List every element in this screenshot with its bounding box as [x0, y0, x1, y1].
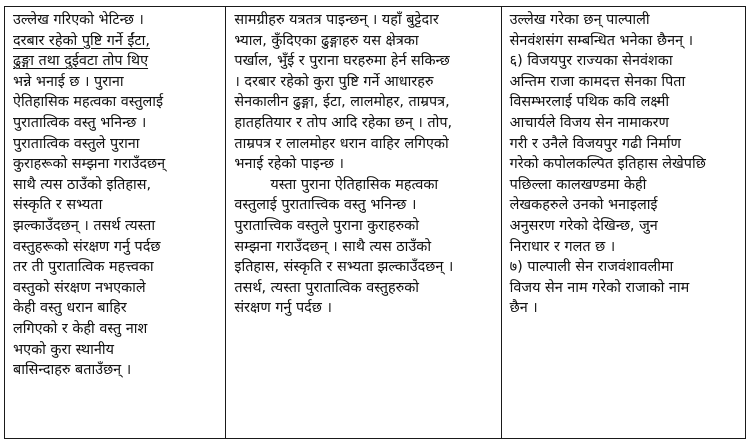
text-line: संस्कृति र सभ्यता — [13, 197, 103, 214]
text-line: विजय सेन नाम गरेको राजाको नाम — [509, 279, 690, 296]
text-line: गरेको कपोलकल्पित इतिहास लेखेपछि — [509, 156, 706, 173]
text-line: पुरातात्विक वस्तु भनिन्छ । — [13, 114, 147, 131]
text-line: छैन । — [509, 300, 538, 317]
text-line: गरी र उनैले विजयपुर गढी निर्माण — [509, 135, 681, 152]
text-line: केही वस्तु धरान बाहिर — [13, 300, 127, 317]
text-column-2 — [226, 7, 501, 438]
text-line: लेखकहरुले उनको भनाइलाई — [509, 197, 658, 214]
text-line: उल्लेख गरेका छन् पाल्पाली — [509, 12, 650, 28]
text-line: ६) विजयपुर राज्यका सेनवंशका — [509, 53, 673, 70]
text-line: यस्ता पुराना ऐतिहासिक महत्वका — [270, 176, 439, 193]
text-column-1 — [5, 7, 226, 438]
text-line: हातहतियार र तोप आदि रहेका छन् । तोप, — [234, 114, 453, 131]
text-line: वस्तुलाई पुरातात्त्विक वस्तु भनिन्छ । — [234, 197, 417, 214]
text-line: भएको कुरा स्थानीय — [13, 341, 114, 358]
text-line: भनाई रहेको पाइन्छ । — [234, 156, 344, 173]
text-line: इतिहास, संस्कृति र सभ्यता झल्काउँदछन् । — [234, 259, 454, 276]
text-line: तसर्थ, त्यस्ता पुरातात्विक वस्तुहरुको — [234, 279, 420, 296]
text-line: सामग्रीहरु यत्रतत्र पाइन्छन् । यहाँ बुट्टेदार — [234, 12, 439, 28]
text-line: सेनकालीन ढुङ्गा, ईटा, लालमोहर, ताम्रपत्र, — [234, 94, 450, 111]
text-line: । दरबार रहेको कुरा पुष्टि गर्ने आधारहरु — [234, 73, 434, 90]
text-line: ७) पाल्पाली सेन राजवंशावलीमा — [509, 259, 674, 276]
text-line: निराधार र गलत छ । — [509, 238, 616, 255]
text-line: पर्खाल, भुँई र पुराना घरहरुमा हेर्न सकिन्छ — [234, 53, 450, 70]
text-line: बासिन्दाहरु बताउँछन् । — [13, 362, 132, 379]
text-line: वस्तुको संरक्षण नभएकाले — [13, 279, 146, 296]
three-column-text-table — [4, 6, 746, 439]
text-line: अन्तिम राजा कामदत्त सेनका पिता — [509, 73, 686, 90]
text-line: भन्ने भनाई छ । पुराना — [13, 73, 124, 90]
text-column-3 — [502, 7, 745, 438]
text-line: पछिल्ला कालखण्डमा केही — [509, 176, 647, 193]
text-line: ताम्रपत्र र लालमोहर धरान वाहिर लगिएको — [234, 135, 449, 152]
text-line: तर ती पुरातात्विक महत्त्वका — [13, 259, 154, 276]
text-line: पुरातात्त्विक वस्तुले पुराना कुराहरुको — [234, 217, 419, 234]
text-line: आचार्यले विजय सेन नामाकरण — [509, 114, 669, 131]
text-line: भ्याल, कुँदिएका ढुङ्गाहरु यस क्षेत्रका — [234, 32, 419, 49]
text-line: संरक्षण गर्नु पर्दछ । — [234, 300, 332, 317]
text-line: लगिएको र केही वस्तु नाश — [13, 320, 148, 337]
text-line: अनुसरण गरेको देखिन्छ, जुन — [509, 217, 658, 234]
text-line: वस्तुहरूको संरक्षण गर्नु पर्दछ — [13, 238, 161, 255]
text-line: झल्काउँदछन् । तसर्थ त्यस्ता — [13, 217, 156, 234]
text-line: ऐतिहासिक महत्वका वस्तुलाई — [13, 94, 164, 111]
text-line: सेनवंशसंग सम्बन्धित भनेका छैनन् । — [509, 32, 694, 49]
text-line: कुराहरूको सम्झना गराउँदछन् — [13, 156, 166, 173]
text-line: ढुङ्गा तथा दुईवटा तोप थिए — [13, 53, 149, 70]
text-line: साथै त्यस ठाउँको इतिहास, — [13, 176, 152, 193]
text-line: विसम्भरलाई पथिक कवि लक्ष्मी — [509, 94, 670, 111]
text-line: पुरातात्विक वस्तुले पुराना — [13, 135, 140, 152]
text-line: दरबार रहेको पुष्टि गर्ने ईंटा, — [13, 32, 150, 49]
text-line: सम्झना गराउँदछन् । साथै त्यस ठाउँको — [234, 238, 432, 255]
text-line: उल्लेख गरिएको भेटिन्छ । — [13, 12, 144, 28]
